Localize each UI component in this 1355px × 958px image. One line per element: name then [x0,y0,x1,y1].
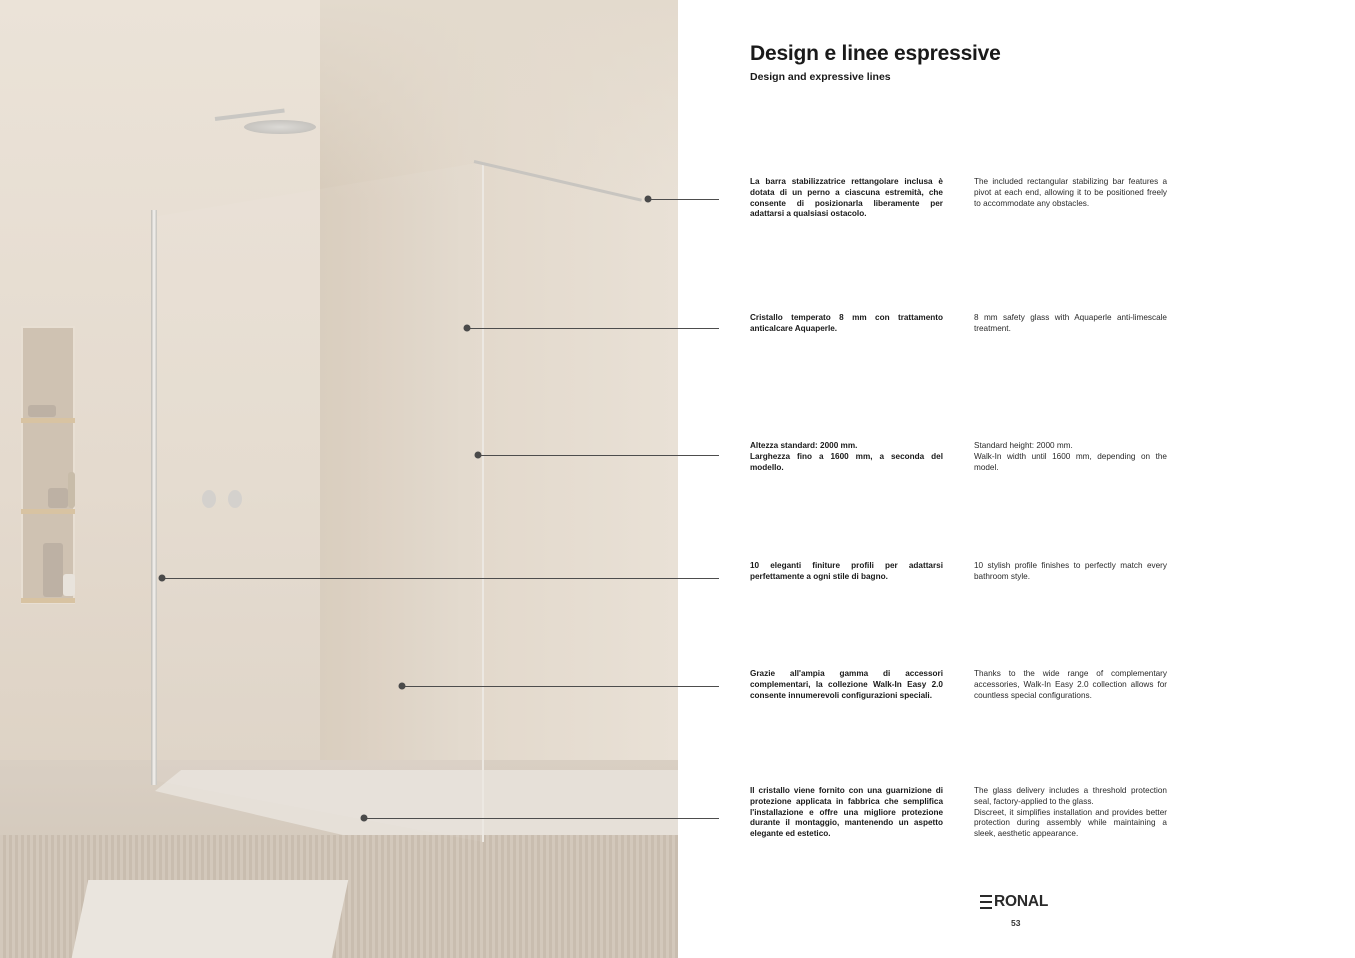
rug-highlight [72,880,349,958]
jar-icon [63,574,75,596]
callout-line [467,328,719,329]
callout-line [162,578,719,579]
feature-line: Standard height: 2000 mm. [974,441,1073,450]
callout-dot [464,325,471,332]
brand-logo [980,893,1048,911]
feature-text-en [974,441,1167,473]
niche-shelf [21,509,75,514]
wall-profile [151,210,157,785]
page-number: 53 [1011,918,1021,928]
feature-line: Walk-In width until 1600 mm, depending on the model. [974,451,1167,472]
feature-text-it: Grazie all'ampia gamma di accessori complementari, la collezione Walk-In Easy 2.0 consente innumerevoli configurazioni speciali. [750,669,943,700]
callout-line [402,686,719,687]
shower-head-icon [244,120,316,134]
brand-name: RONAL [994,893,1049,910]
callout-line [648,199,719,200]
glass-panel [155,162,483,842]
feature-text-it [750,441,943,473]
bottle-icon [68,472,75,508]
callout-dot [361,815,368,822]
towel-icon [28,405,56,417]
feature-line: Discreet, it simplifies installation and provides better protection during assembly while maintaining a sleek, aesthetic appearance. [974,807,1167,839]
niche-shelf [21,418,75,423]
page-title: Design e linee espressive [750,42,1001,65]
jar-icon [43,543,63,597]
niche-shelf [21,598,75,603]
feature-text-en: 10 stylish profile finishes to perfectly match every bathroom style. [974,561,1167,581]
callout-dot [159,575,166,582]
feature-line: The glass delivery includes a threshold protection seal, factory-applied to the glass. [974,786,1167,806]
page-subtitle: Design and expressive lines [750,71,891,83]
callout-dot [645,196,652,203]
callout-dot [475,452,482,459]
feature-text-en: Thanks to the wide range of complementary accessories, Walk-In Easy 2.0 collection allows for countless special configurations. [974,669,1167,700]
callout-dot [399,683,406,690]
feature-text-en: The included rectangular stabilizing bar features a pivot at each end, allowing it to be positioned freely to accommodate any obstacles. [974,177,1167,208]
feature-text-en [974,786,1167,840]
feature-text-en: 8 mm safety glass with Aquaperle anti-limescale treatment. [974,313,1167,333]
feature-line: Altezza standard: 2000 mm. [750,441,858,450]
feature-text-it: 10 eleganti finiture profili per adattarsi perfettamente a ogni stile di bagno. [750,561,943,581]
callout-line [478,455,719,456]
feature-text-it: Cristallo temperato 8 mm con trattamento anticalcare Aquaperle. [750,313,943,333]
glass-edge [482,162,484,842]
ronal-logo-icon [980,895,992,909]
callout-line [364,818,719,819]
feature-text-it: La barra stabilizzatrice rettangolare inclusa è dotata di un perno a ciascuna estremità, che consente di posizionarla liberamente per adattarsi a qualsiasi ostacolo. [750,177,943,219]
wall-shading [320,0,678,200]
feature-text-it: Il cristallo viene fornito con una guarnizione di protezione applicata in fabbrica che semplifica l'installazione e offre una migliore protezione durante il montaggio, mantenendo un aspetto elegante ed estetico. [750,786,943,839]
feature-line: Larghezza fino a 1600 mm, a seconda del modello. [750,451,943,472]
bottle-icon [48,488,68,508]
